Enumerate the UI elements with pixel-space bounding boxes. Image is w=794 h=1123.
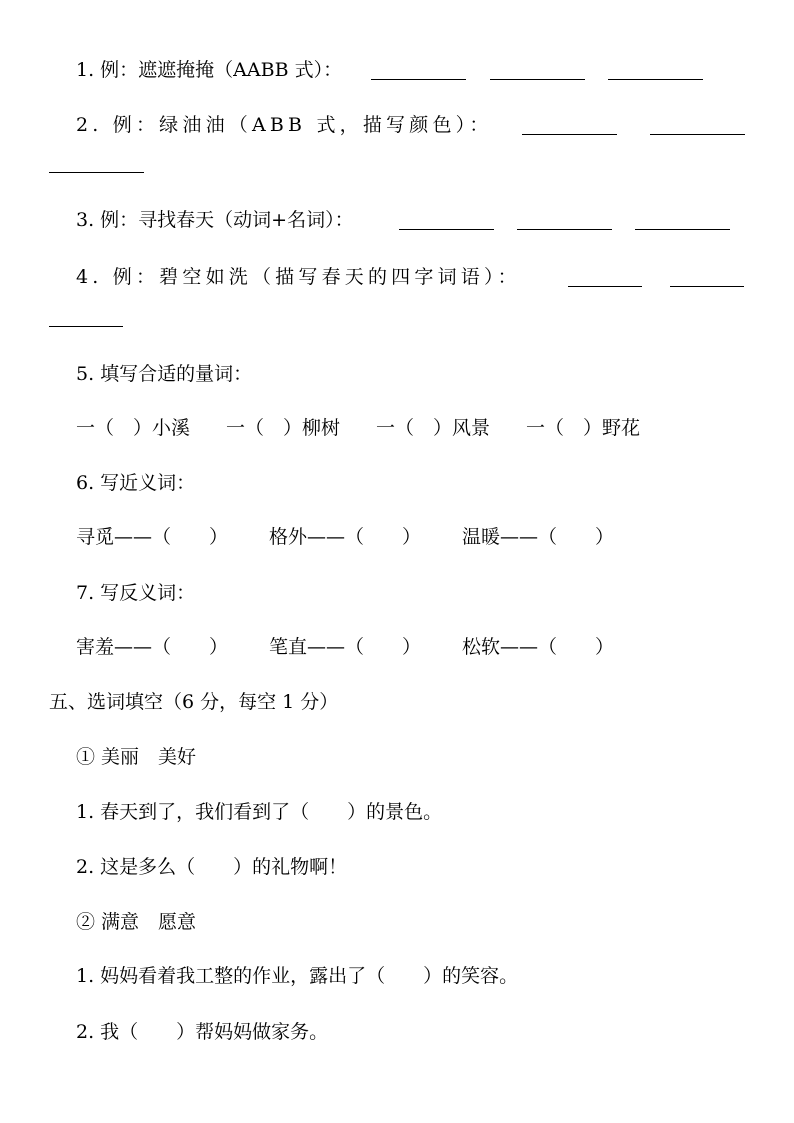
fill-item[interactable]: 格外——（ ） [269, 526, 422, 548]
question-4 [76, 263, 521, 291]
fill-item[interactable]: 一（ ）柳树 [226, 417, 341, 439]
fill-item[interactable]: 一（ ）风景 [376, 417, 491, 439]
answer-blank[interactable] [635, 211, 730, 230]
question-2 [76, 111, 493, 139]
fill-sentence[interactable]: 2. 我（ ）帮妈妈做家务。 [76, 1021, 329, 1043]
question-1-prompt: 1. 例：遮遮掩掩（AABB 式）： [76, 59, 343, 81]
answer-blank[interactable] [568, 268, 642, 287]
answer-blank[interactable] [399, 211, 494, 230]
fill-sentence[interactable]: 1. 妈妈看着我工整的作业，露出了（ ）的笑容。 [76, 965, 519, 987]
question-4-prompt: 4. 例：碧空如洗（描写春天的四字词语）： [76, 266, 521, 288]
fill-sentence[interactable]: 2. 这是多么（ ）的礼物啊！ [76, 856, 348, 878]
section-5-heading: 五、选词填空（6 分，每空 1 分） [49, 691, 339, 713]
fill-item[interactable]: 寻觅——（ ） [76, 526, 229, 548]
fill-item[interactable]: 温暖——（ ） [462, 526, 615, 548]
antonym-row [76, 633, 614, 661]
question-2-prompt: 2. 例：绿油油（ABB 式，描写颜色）： [76, 114, 493, 136]
fill-sentence[interactable]: 1. 春天到了，我们看到了（ ）的景色。 [76, 801, 443, 823]
word-options-1: ① 美丽 美好 [76, 746, 197, 768]
answer-blank[interactable] [49, 308, 123, 327]
fill-item[interactable]: 一（ ）野花 [526, 417, 641, 439]
question-5-prompt: 5. 填写合适的量词： [76, 363, 253, 385]
answer-blank[interactable] [670, 268, 744, 287]
fill-item[interactable]: 一（ ）小溪 [76, 417, 191, 439]
answer-blank[interactable] [522, 116, 617, 135]
answer-blank[interactable] [517, 211, 612, 230]
answer-blank[interactable] [650, 116, 745, 135]
measure-word-row [76, 414, 640, 442]
question-6-prompt: 6. 写近义词： [76, 472, 196, 494]
word-options-2: ② 满意 愿意 [76, 911, 197, 933]
question-3-prompt: 3. 例：寻找春天（动词+名词）： [76, 209, 354, 231]
fill-item[interactable]: 松软——（ ） [462, 636, 615, 658]
answer-blank[interactable] [49, 154, 144, 173]
answer-blank[interactable] [608, 61, 703, 80]
answer-blank[interactable] [490, 61, 585, 80]
question-3 [76, 206, 354, 234]
fill-item[interactable]: 害羞——（ ） [76, 636, 229, 658]
answer-blank[interactable] [371, 61, 466, 80]
question-1 [76, 56, 342, 84]
synonym-row [76, 523, 614, 551]
question-7-prompt: 7. 写反义词： [76, 582, 196, 604]
fill-item[interactable]: 笔直——（ ） [269, 636, 422, 658]
